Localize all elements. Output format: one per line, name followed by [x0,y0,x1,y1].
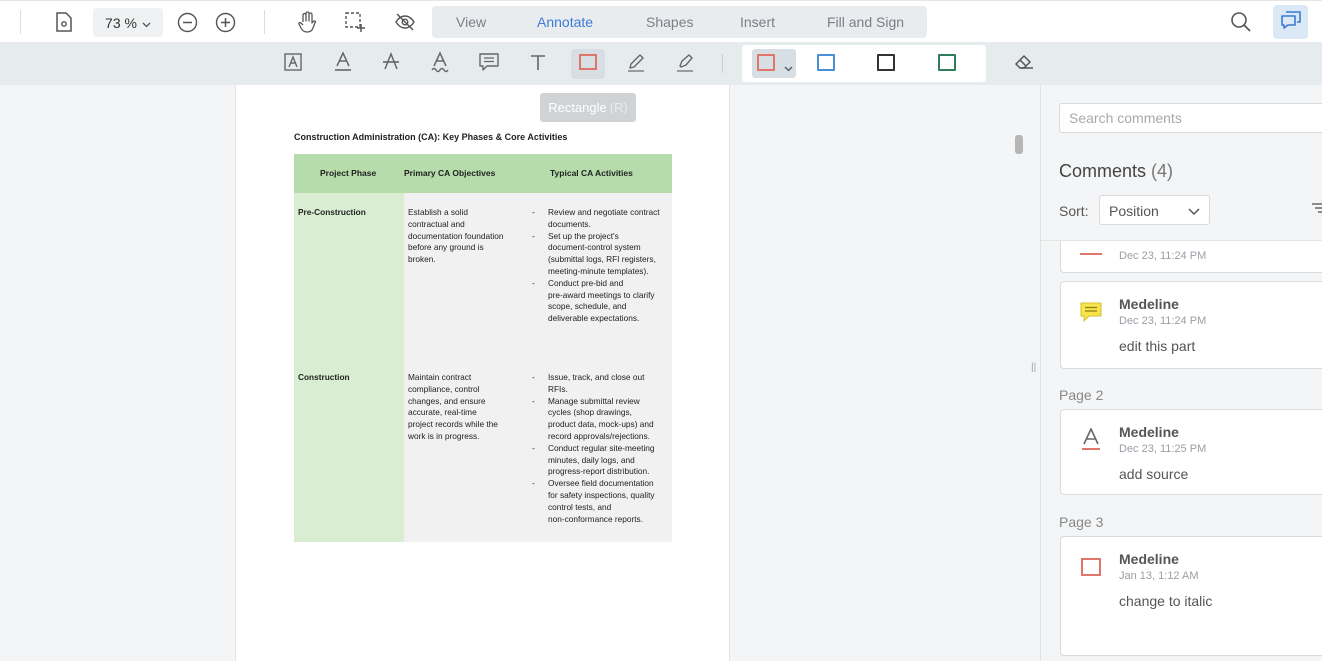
text-line: - Set up the project's [548,230,619,241]
list-item [532,372,655,396]
comment-timestamp: Dec 23, 11:24 PM [1119,315,1207,327]
pan-hand-icon[interactable] [295,10,319,34]
text-line: (submittal logs, RFI registers, [548,254,656,265]
hide-annotations-icon[interactable] [393,10,417,34]
text-line: meeting-minute templates). [548,265,649,276]
text-line: accurate, real-time [408,407,477,418]
filter-icon[interactable] [1312,201,1322,219]
color-swatch-blue[interactable] [817,54,835,71]
text-line: broken. [408,254,436,265]
comment-body: add source [1119,466,1189,482]
text-line: product data, mock-ups) and [548,419,654,430]
text-squiggly-icon [430,51,450,78]
comments-list [1041,240,1322,661]
text-line: project records while the [408,419,498,430]
chevron-down-icon [1188,203,1200,219]
phase-column [294,193,404,542]
strikethrough-tool[interactable] [374,49,408,79]
search-icon[interactable] [1229,10,1253,34]
comment-timestamp: Dec 23, 11:25 PM [1119,443,1207,455]
list-item [532,278,660,325]
text-line: before any ground is [408,242,484,253]
text-line: - Oversee field documentation [548,478,654,489]
tab-annotate[interactable]: Annotate [537,14,594,30]
comment-card[interactable] [1060,240,1322,273]
comment-tool[interactable] [472,49,506,79]
eraser-tool[interactable] [1007,49,1041,79]
text-line: cycles (shop drawings, [548,407,632,418]
page-group-label: Page 2 [1059,387,1104,403]
objectives-cell [408,372,498,443]
table-header: Primary CA Objectives [404,168,496,178]
text-underline-icon [1079,428,1103,452]
comment-author: Medeline [1119,551,1179,567]
list-item [532,231,660,278]
zoom-in-icon[interactable] [214,11,236,33]
squiggly-tool[interactable] [423,49,457,79]
area-text-icon [283,52,303,77]
comments-heading [1059,161,1173,182]
text-line: minutes, daily logs, and [548,454,635,465]
comment-card[interactable] [1060,536,1322,656]
text-line: documents. [548,218,591,229]
free-text-tool[interactable] [521,49,555,79]
tab-insert[interactable]: Insert [740,14,776,30]
comment-card[interactable] [1060,281,1322,369]
document-page[interactable] [235,85,730,661]
comments-title: Comments [1059,161,1147,181]
table-header-row [294,154,672,193]
color-swatch-green[interactable] [938,54,956,71]
comment-body: edit this part [1119,338,1196,354]
activities-list [532,372,655,525]
rectangle-icon [1079,555,1103,579]
rectangle-icon [1080,253,1102,255]
zoom-value: 73 % [105,14,137,31]
color-picker-group [742,45,986,82]
divider [264,10,265,34]
text-line: pre-award meetings to clarify [548,289,655,300]
list-item [532,396,655,443]
top-header [0,0,1322,42]
phase-cell: Construction [298,372,350,382]
text-line: for safety inspections, quality [548,489,655,500]
resize-grip-icon[interactable]: || [1031,362,1037,373]
text-line: - Conduct pre-bid and [548,277,624,288]
tooltip-shortcut: (R) [609,100,628,115]
zoom-select[interactable] [93,8,163,37]
highlighter-tool[interactable] [668,49,702,79]
phase-cell: Pre-Construction [298,207,366,217]
rectangle-icon [578,53,598,76]
text-line: RFIs. [548,383,568,394]
search-comments-input[interactable]: Search comments [1059,103,1322,133]
chevron-down-icon[interactable] [784,59,793,77]
comments-count: (4) [1151,161,1174,181]
chat-bubbles-icon [1280,9,1302,35]
ca-phases-table [294,154,672,542]
comment-card[interactable] [1060,409,1322,495]
highlighter-icon [675,52,695,77]
tool-tooltip [540,93,636,122]
sort-label: Sort: [1059,203,1089,219]
document-heading: Construction Administration (CA): Key Phases & Core Activities [294,132,568,142]
text-line: - Manage submittal review [548,395,640,406]
text-line: changes, and ensure [408,395,486,406]
tooltip-label: Rectangle [548,100,607,115]
chevron-down-icon [142,15,151,31]
text-line: - Conduct regular site-meeting [548,442,655,453]
color-swatch-red[interactable] [757,54,775,71]
comments-panel [1041,85,1322,661]
marquee-select-icon[interactable] [343,10,367,34]
tab-view[interactable]: View [456,14,487,30]
list-item [532,478,655,525]
pen-tool[interactable] [619,49,653,79]
sort-select[interactable] [1099,195,1210,225]
objectives-cell [408,207,504,266]
divider [722,54,723,73]
text-t-icon [529,53,547,76]
text-line: work is in progress. [408,430,480,441]
comment-author: Medeline [1119,296,1179,312]
mode-tabs [432,6,927,38]
text-line: document-control system [548,242,641,253]
comment-body: change to italic [1119,593,1213,609]
tab-fill-and-sign[interactable]: Fill and Sign [827,14,905,30]
text-line: Maintain contract [408,372,472,382]
text-line: Establish a solid [408,207,468,217]
text-line: scope, schedule, and [548,301,627,312]
table-header: Project Phase [320,168,377,178]
comments-panel-toggle[interactable] [1273,5,1308,39]
text-line: compliance, control [408,383,480,394]
comment-author: Medeline [1119,424,1179,440]
text-line: documentation foundation [408,230,504,241]
text-line: non-conformance reports. [548,513,644,524]
zoom-out-icon[interactable] [176,11,198,33]
text-strikethrough-icon [381,51,401,78]
color-swatch-black[interactable] [877,54,895,71]
comment-note-icon [1079,300,1103,324]
comment-timestamp: Jan 13, 1:12 AM [1119,570,1199,582]
text-underline-icon [333,51,353,78]
page-group-label: Page 3 [1059,514,1104,530]
activities-list [532,207,660,325]
panel-resize-divider[interactable] [1028,85,1041,661]
comment-timestamp: Dec 23, 11:24 PM [1119,250,1207,262]
document-scrollbar-thumb[interactable] [1015,135,1023,154]
list-item [532,207,660,231]
page-settings-icon[interactable] [52,10,76,34]
underline-tool[interactable] [326,49,360,79]
text-line: record approvals/rejections. [548,430,650,441]
text-line: control tests, and [548,501,612,512]
table-header: Typical CA Activities [550,168,633,178]
area-text-tool[interactable] [276,49,310,79]
eraser-icon [1013,53,1035,76]
text-line: contractual and [408,218,465,229]
text-line: deliverable expectations. [548,313,640,324]
divider [20,10,21,34]
text-line: - Review and negotiate contract [548,207,660,217]
comment-icon [478,52,500,77]
list-item [532,443,655,478]
sort-value: Position [1109,203,1159,219]
text-line: - Issue, track, and close out [548,372,645,382]
pen-icon [626,52,646,77]
tab-shapes[interactable]: Shapes [646,14,694,30]
rectangle-tool[interactable] [571,49,605,79]
text-line: progress-report distribution. [548,466,650,477]
annotate-toolbar [0,42,1322,85]
